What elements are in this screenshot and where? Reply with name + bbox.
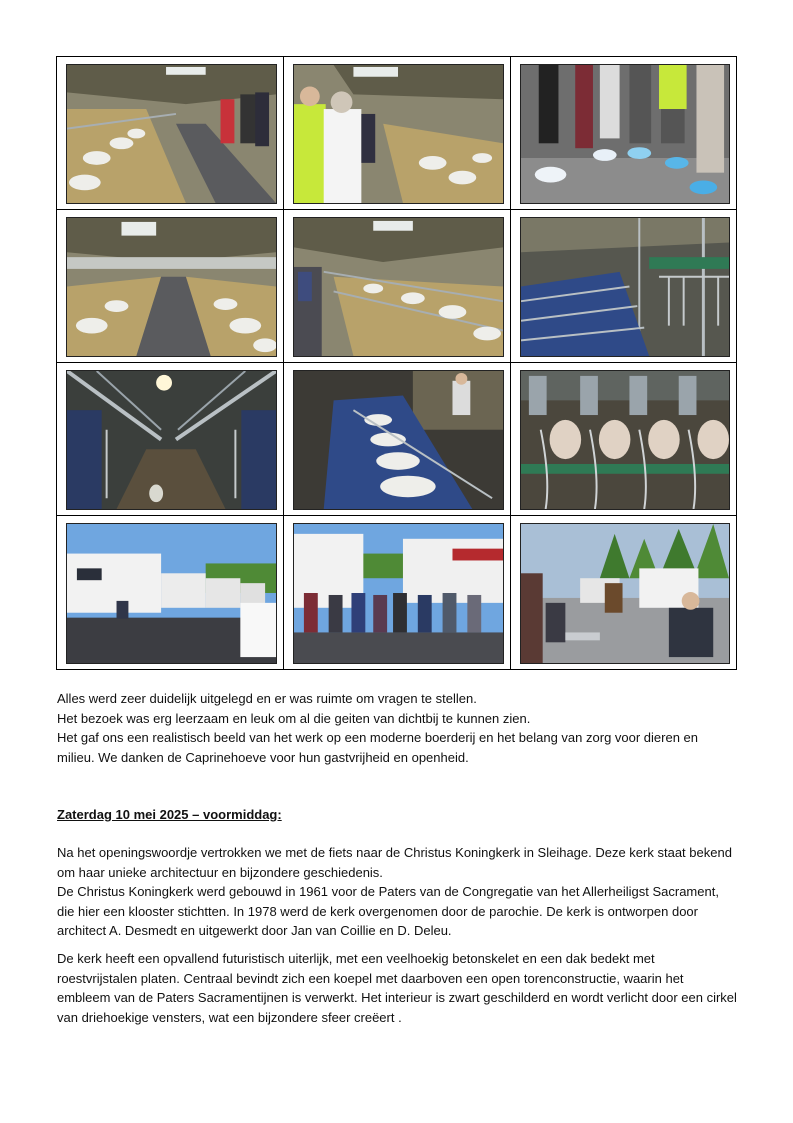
photo-barn-aisle-visitors [66, 64, 277, 204]
photo-campers-row [66, 523, 277, 664]
photo-seated-near-campers-horse [520, 523, 730, 664]
paragraph-departure: Na het openingswoordje vertrokken we met de fiets naar de Christus Koningkerk in Sleihage. Deze kerk staat bekend om haar unieke architectuur en bijzondere geschiedenis. [57, 845, 732, 880]
photo-milking-clusters [520, 370, 730, 510]
photo-cell [57, 57, 284, 210]
photo-milking-parlour-mats [520, 217, 730, 357]
photo-cell [284, 516, 511, 669]
photo-goats-milking-stalls [293, 370, 504, 510]
photo-group-seated-campers [293, 523, 504, 664]
paragraph-visit: Het bezoek was erg leerzaam en leuk om al die geiten van dichtbij te kunnen zien. [57, 710, 531, 726]
photo-cell [284, 210, 511, 363]
article-intro [57, 689, 737, 767]
photo-grid [56, 56, 737, 670]
photo-cell [511, 210, 736, 363]
paragraph-history: De Christus Koningkerk werd gebouwd in 1961 voor de Paters van de Congregatie van het Allerheiligst Sacrament, die hier een klooster stichtten. In 1978 werd de kerk overgenomen door de parochie. De kerk is ontworpen door architect A. Desmedt en uitgewerkt door Jan van Coillie en D. Deleu. [57, 884, 719, 938]
article-architecture [57, 949, 737, 1027]
photo-cell [57, 516, 284, 669]
photo-cell [511, 57, 736, 210]
photo-cell [57, 363, 284, 516]
photo-cell [284, 363, 511, 516]
paragraph-architecture: De kerk heeft een opvallend futuristisch uiterlijk, met een veelhoekig betonskelet en een dak bedekt met roestvrijstalen platen. Centraal bevindt zich een koepel met daarboven een open torenconstructie, waarin het embleem van de Paters Sacramentijnen is verwerkt. Het interieur is zwart geschilderd en wordt verlicht door een cirkel van driehoekige vensters, wat een bijzondere sfeer creëert . [57, 951, 737, 1025]
photo-cell [511, 363, 736, 516]
section-heading-block [57, 805, 737, 825]
photo-shoe-covers [520, 64, 730, 204]
photo-barn-central-aisle [66, 217, 277, 357]
photo-rotary-milking-tubes [66, 370, 277, 510]
photo-visitors-vests [293, 64, 504, 204]
photo-cell [57, 210, 284, 363]
article-church [57, 843, 737, 941]
photo-barn-feeding-rows [293, 217, 504, 357]
paragraph-explanation: Alles werd zeer duidelijk uitgelegd en er was ruimte om vragen te stellen. [57, 691, 477, 706]
paragraph-thanks: Het gaf ons een realistisch beeld van het werk op een moderne boerderij en het belang van zorg voor dieren en milieu. We danken de Caprinehoeve voor hun gastvrijheid en openheid. [57, 730, 699, 765]
photo-cell [284, 57, 511, 210]
photo-cell [511, 516, 736, 669]
section-heading: Zaterdag 10 mei 2025 – voormiddag: [57, 807, 282, 822]
